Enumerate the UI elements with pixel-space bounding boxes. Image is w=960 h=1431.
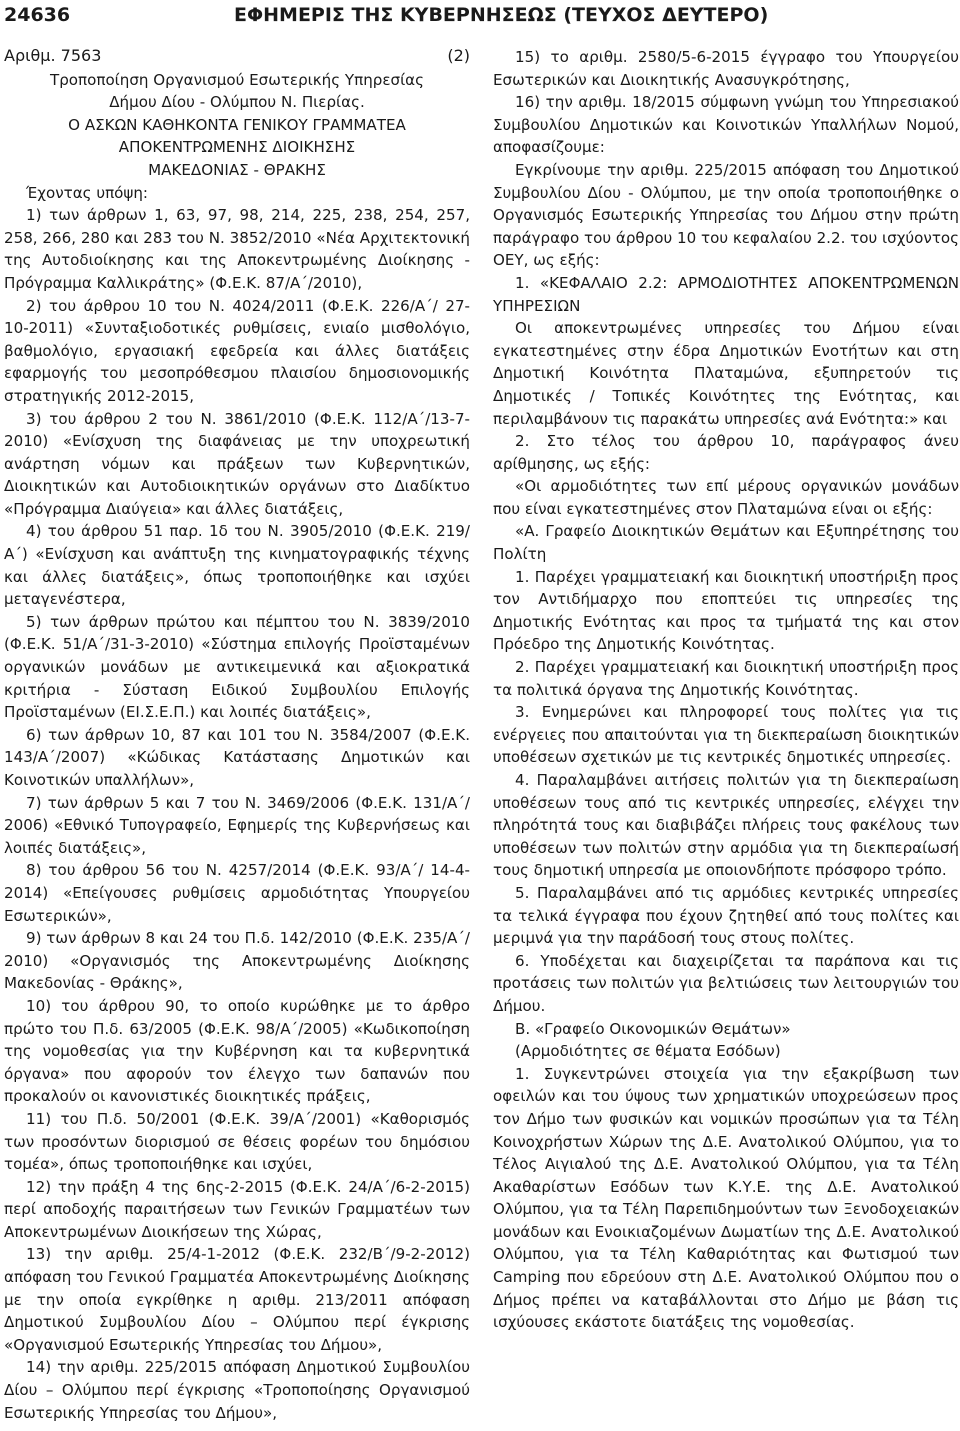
- office-a-item: 6. Υποδέχεται και διαχειρίζεται τα παράπονα και τις προτάσεις των πολιτών για βελτιώσεις των λειτουργιών του Δήμου.: [493, 951, 959, 1015]
- having-regard: Έχοντας υπόψη:: [26, 183, 149, 202]
- office-b-subtitle: (Αρμοδιότητες σε θέματα Εσόδων): [515, 1042, 781, 1061]
- legal-item: 16) την αριθμ. 18/2015 σύμφωνη γνώμη του Υπηρεσιακού Συμβουλίου Δημοτικών και Κοινοτικών Υπαλλήλων Νομού, αποφασίζουμε:: [493, 93, 959, 157]
- legal-item: 13) την αριθμ. 25/4-1-2012 (Φ.Ε.Κ. 232/Β΄/9-2-2012) απόφαση του Γενικού Γραμματέα Αποκεντρωμένης Διοίκησης με την οποία εγκρίθηκε η αριθμ. 213/2011 απόφαση Δημοτικού Συμβουλίου Δίου – Ολύμπου περί έγκρισης «Οργανισμού Εσωτερικής Υπηρεσίας του Δήμου»,: [4, 1245, 470, 1354]
- office-a-item: 1. Παρέχει γραμματειακή και διοικητική υποστήριξη προς τον Αντιδήμαρχο που εποπτεύει τις υπηρεσίες της Δημοτικής Ενότητας και προς τα τμήματά της και στον Πρόεδρο της Δημοτικής Κοινότητας.: [493, 567, 959, 654]
- office-a-item: 3. Ενημερώνει και πληροφορεί τους πολίτες για τις ενέργειες που απαιτούνται για τη διεκπεραίωση διοικητικών υποθέσεων σχετικών με τις κεντρικές δημοτικές υπηρεσίες.: [493, 703, 959, 767]
- authority-line3: ΜΑΚΕΔΟΝΙΑΣ - ΘΡΑΚΗΣ: [148, 160, 326, 179]
- gazette-title: ΕΦΗΜΕΡΙΣ ΤΗΣ ΚΥΒΕΡΝΗΣΕΩΣ (ΤΕΥΧΟΣ ΔΕΥΤΕΡΟ): [234, 4, 769, 26]
- legal-item: 9) των άρθρων 8 και 24 του Π.δ. 142/2010 (Φ.Ε.Κ. 235/Α΄/ 2010) «Οργανισμός της Αποκεντρωμένης Διοίκησης Μακεδονίας - Θράκης»,: [4, 929, 470, 993]
- legal-item: 1) των άρθρων 1, 63, 97, 98, 214, 225, 238, 254, 257, 258, 266, 280 και 283 του Ν. 3852/2010 «Νέα Αρχιτεκτονική της Αυτοδιοίκησης και της Αποκεντρωμένης Διοίκησης - Πρόγραμμα Καλλικράτης» (Φ.Ε.Κ. 87/Α΄/2010),: [4, 206, 470, 292]
- legal-item: 12) την πράξη 4 της 6ης-2-2015 (Φ.Ε.Κ. 24/Α΄/6-2-2015) περί αποδοχής παραιτήσεων των Γενικών Γραμματέων των Αποκεντρωμένων Διοικήσεων της Χώρας,: [4, 1177, 470, 1241]
- decision-header: [4, 46, 470, 69]
- office-a-item: 4. Παραλαμβάνει αιτήσεις πολιτών για τη διεκπεραίωση υποθέσεων τους από τις κεντρικές υπηρεσίες, ελέγχει την πληρότητά τους και διαβιβάζει πλήρεις τους φακέλους των υποθέσεων των πολιτών στην αρμόδια για τη διεκπεραίωσή τους δημοτική υπηρεσία με οποιονδήποτε πρόσφορο τρόπο.: [493, 771, 959, 880]
- legal-item: 11) του Π.δ. 50/2001 (Φ.Ε.Κ. 39/Α΄/2001) «Καθορισμός των προσόντων διορισμού σε θέσεις φορέων του δημόσιου τομέα», όπως τροποποιήθηκε και ισχύει,: [4, 1109, 470, 1174]
- right-column: [493, 46, 959, 1334]
- authority-line2: ΑΠΟΚΕΝΤΡΩΜΕΝΗΣ ΔΙΟΙΚΗΣΗΣ: [118, 138, 356, 157]
- decision-index: (2): [447, 46, 470, 65]
- decision-number: Αριθμ. 7563: [4, 46, 102, 65]
- legal-item: 15) το αριθμ. 2580/5-6-2015 έγγραφο του Υπουργείου Εσωτερικών και Διοικητικής Ανασυγκρότησης,: [493, 48, 959, 89]
- legal-item: 4) του άρθρου 51 παρ. 1δ του Ν. 3905/2010 (Φ.Ε.Κ. 219/Α΄) «Ενίσχυση και ανάπτυξη της κινηματογραφικής τέχνης και άλλες διατάξεις», όπως τροποποιήθηκε και ισχύει μεταγενέστερα,: [4, 522, 470, 609]
- page-header: [4, 0, 956, 36]
- office-a-item: 2. Παρέχει γραμματειακή και διοικητική υποστήριξη προς τα πολιτικά όργανα της Δημοτικής Κοινότητας.: [493, 658, 959, 699]
- chapter-heading: 1. «ΚΕΦΑΛΑΙΟ 2.2: ΑΡΜΟΔΙΟΤΗΤΕΣ ΑΠΟΚΕΝΤΡΩΜΕΝΩΝ ΥΠΗΡΕΣΙΩΝ: [493, 273, 959, 315]
- approval-paragraph: Εγκρίνουμε την αριθμ. 225/2015 απόφαση του Δημοτικού Συμβουλίου Δίου - Ολύμπου, με την οποία τροποποιήθηκε ο Οργανισμός Εσωτερικής Υπηρεσίας του Δήμου στην πρώτη παράγραφο του άρθρου 10 του κεφαλαίου 2.2. του ισχύοντος ΟΕΥ, ως εξής:: [493, 160, 959, 270]
- left-column: [4, 46, 470, 1424]
- office-b-title: Β. «Γραφείο Οικονομικών Θεμάτων»: [515, 1019, 791, 1038]
- legal-item: 6) των άρθρων 10, 87 και 101 του Ν. 3584/2007 (Φ.Ε.Κ. 143/Α΄/2007) «Κώδικας Κατάστασης Δημοτικών και Κοινοτικών υπαλλήλων»,: [4, 725, 470, 789]
- authority-line1: Ο ΑΣΚΩΝ ΚΑΘΗΚΟΝΤΑ ΓΕΝΙΚΟΥ ΓΡΑΜΜΑΤΕΑ: [68, 115, 406, 134]
- legal-item: 5) των άρθρων πρώτου και πέμπτου του Ν. 3839/2010 (Φ.Ε.Κ. 51/Α΄/31-3-2010) «Σύστημα επιλογής Προϊσταμένων οργανικών μονάδων με αντικειμενικά και αξιοκρατικά κριτήρια - Σύσταση Ειδικού Συμβουλίου Επιλογής Προϊσταμένων (ΕΙ.Σ.Ε.Π.) και λοιπές διατάξεις»,: [4, 612, 470, 722]
- decision-title-line2: Δήμου Δίου - Ολύμπου Ν. Πιερίας.: [109, 93, 365, 112]
- decision-title-line1: Τροποποίηση Οργανισμού Εσωτερικής Υπηρεσίας: [50, 70, 424, 89]
- legal-item: 14) την αριθμ. 225/2015 απόφαση Δημοτικού Συμβουλίου Δίου – Ολύμπου περί έγκρισης «Τροποποίησης Οργανισμού Εσωτερικής Υπηρεσίας του Δήμου»,: [4, 1358, 470, 1422]
- legal-item: 8) του άρθρου 56 του Ν. 4257/2014 (Φ.Ε.Κ. 93/Α΄/ 14-4-2014) «Επείγουσες ρυθμίσεις αρμοδιότητας Υπουργείου Εσωτερικών»,: [4, 861, 470, 925]
- office-a-title: «Α. Γραφείο Διοικητικών Θεμάτων και Εξυπηρέτησης του Πολίτη: [493, 522, 959, 564]
- legal-item: 10) του άρθρου 90, το οποίο κυρώθηκε με το άρθρο πρώτο του Π.δ. 63/2005 (Φ.Ε.Κ. 98/Α΄/2005) «Κωδικοποίηση της νομοθεσίας για την Κυβέρνηση και τα κυβερνητικά όργανα» που αφορούν τον έλεγχο των δαπανών που προκαλούν οι κανονιστικές διοικητικές πράξεις,: [4, 996, 470, 1106]
- chapter-text: Οι αποκεντρωμένες υπηρεσίες του Δήμου είναι εγκατεστημένες στην έδρα Δημοτικών Ενοτήτων και στη Δημοτική Κοινότητα Πλαταμώνα, εξυπηρετούν τις Δημοτικές / Τοπικές Κοινότητες της Ενότητας, και περιλαμβάνουν τις παρακάτω υπηρεσίες ανά Ενότητα:» και: [493, 319, 959, 428]
- office-a-item: 5. Παραλαμβάνει από τις αρμόδιες κεντρικές υπηρεσίες τα τελικά έγγραφα που έχουν ζητηθεί από τους πολίτες και μεριμνά για την παράδοσή τους στους πολίτες.: [493, 883, 959, 948]
- legal-item: 3) του άρθρου 2 του Ν. 3861/2010 (Φ.Ε.Κ. 112/Α΄/13-7-2010) «Ενίσχυση της διαφάνειας με την υποχρεωτική ανάρτηση νόμων και πράξεων των Κυβερνητικών, Διοικητικών και Αυτοδιοικητικών οργάνων στο Διαδίκτυο «Πρόγραμμα Διαύγεια» και άλλες διατάξεις,: [4, 409, 470, 518]
- legal-item: 7) των άρθρων 5 και 7 του Ν. 3469/2006 (Φ.Ε.Κ. 131/Α΄/ 2006) «Εθνικό Τυπογραφείο, Εφημερίς της Κυβερνήσεως και λοιπές διατάξεις»,: [4, 793, 470, 857]
- page-number: 24636: [4, 4, 71, 26]
- article-end-paragraph: 2. Στο τέλος του άρθρου 10, παράγραφος άνευ αρίθμησης, ως εξής:: [493, 432, 959, 473]
- legal-item: 2) του άρθρου 10 του Ν. 4024/2011 (Φ.Ε.Κ. 226/Α΄/ 27-10-2011) «Συνταξιοδοτικές ρυθμίσεις, ενιαίο μισθολόγιο, βαθμολόγιο, εργασιακή εφεδρεία και άλλες διατάξεις εφαρμογής του μεσοπρόθεσμου πλαισίου δημοσιονομικής στρατηγικής 2012-2015,: [4, 296, 470, 405]
- quote-intro: «Οι αρμοδιότητες των επί μέρους οργανικών μονάδων που είναι εγκατεστημένες στον Πλαταμώνα είναι οι εξής:: [493, 477, 959, 518]
- office-b-item: 1. Συγκεντρώνει στοιχεία για την εξακρίβωση των οφειλών και του ύψους των χρηματικών υποχρεώσεων προς τον Δήμο των φυσικών και νομικών προσώπων για τα Τέλη Κοινοχρήστων Χώρων της Δ.Ε. Ανατολικού Ολύμπου, για το Τέλος Αιγιαλού της Δ.Ε. Ανατολικού Ολύμπου, για τα Τέλη Ακαθαρίστων Εσόδων των Κ.Υ.Ε. της Δ.Ε. Ανατολικού Ολύμπου, για τα Τέλη Παρεπιδημούντων των Ξενοδοχειακών μονάδων και Ενοικιαζομένων Δωματίων της Δ.Ε. Ανατολικού Ολύμπου, για τα Τέλη Καθαριότητας και Φωτισμού των Camping που εδρεύουν στη Δ.Ε. Ανατολικού Ολύμπου που ο Δήμος πρέπει να καταβάλλονται στο Δήμο με βάση τις ισχύουσες εκάστοτε διατάξεις της νομοθεσίας.: [493, 1064, 959, 1332]
